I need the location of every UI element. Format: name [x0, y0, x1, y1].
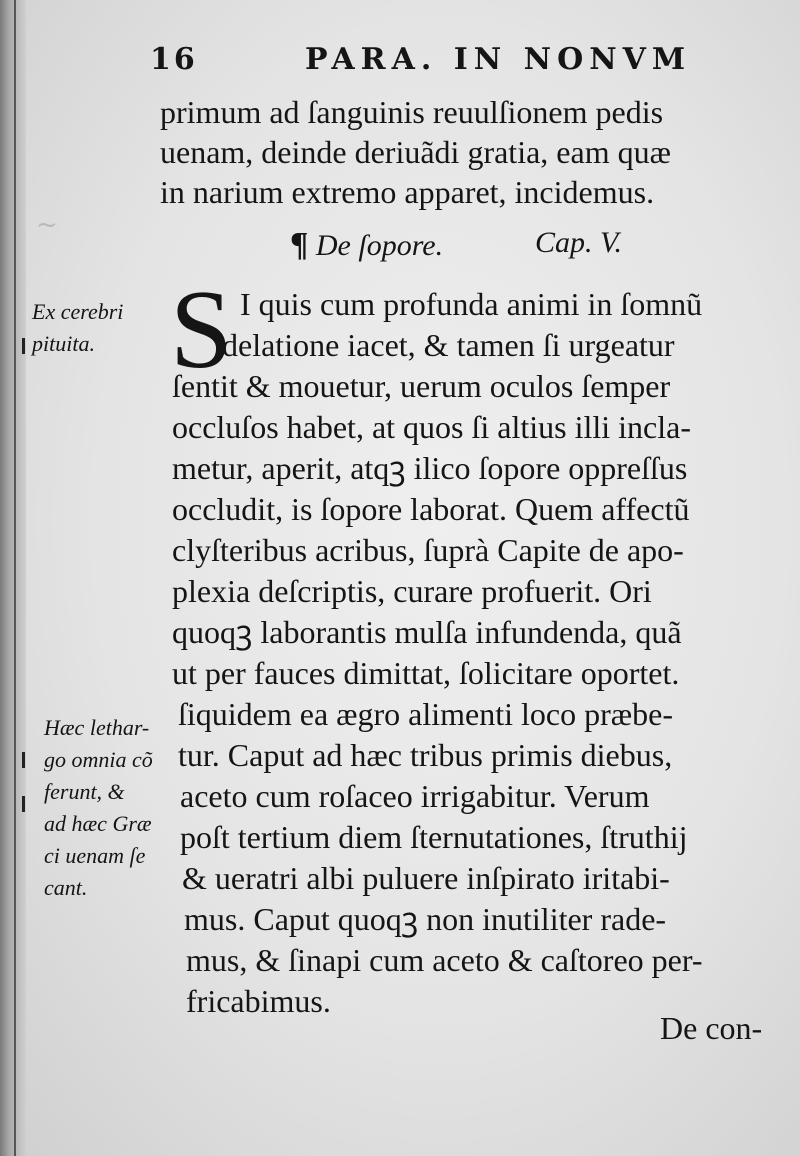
- margin-note-line: Ex cerebri: [32, 299, 124, 324]
- text-line: I quis cum profunda animi in ſomnũ: [240, 286, 703, 322]
- text-line: ſiquidem ea ægro alimenti loco præbe-: [178, 696, 673, 732]
- margin-tick: [22, 752, 25, 768]
- show-through-smudge: ~: [36, 210, 58, 240]
- text-line: quoqꝫ laborantis mulſa infundenda, quã: [172, 614, 682, 650]
- text-line: mus, & ſinapi cum aceto & caſtoreo per-: [186, 942, 703, 978]
- margin-note-lethargo: [44, 712, 153, 904]
- chapter-heading: [290, 226, 443, 264]
- running-header: [150, 42, 770, 82]
- text-line: occluſos habet, at quos ſi altius illi incla-: [172, 409, 691, 445]
- text-line: plexia deſcriptis, curare profuerit. Ori: [172, 573, 652, 609]
- text-line: metur, aperit, atqꝫ ilico ſopore oppreſſus: [172, 450, 688, 486]
- margin-note-line: Hæc lethar-: [44, 715, 150, 740]
- running-title: PARA. IN NONVM: [305, 42, 692, 77]
- text-line: primum ad ſanguinis reuulſionem pedis: [160, 94, 664, 130]
- chapter-title: De ſopore.: [315, 229, 444, 262]
- margin-tick: [22, 796, 25, 812]
- text-line: mus. Caput quoqꝫ non inutiliter rade-: [184, 901, 667, 937]
- drop-capital: S: [170, 268, 233, 392]
- margin-note-line: ad hæc Græ: [44, 811, 152, 836]
- text-line: in narium extremo apparet, incidemus.: [160, 174, 655, 210]
- margin-note-line: go omnia cõ: [44, 747, 153, 772]
- text-line: occludit, is ſopore laborat. Quem affectũ: [172, 491, 690, 527]
- text-line: tur. Caput ad hæc tribus primis diebus,: [178, 737, 673, 773]
- text-line: ut per fauces dimittat, ſolicitare oportet.: [172, 655, 680, 691]
- binding-gutter: [0, 0, 26, 1156]
- text-line: uenam, deinde deriuãdi gratia, eam quæ: [160, 134, 671, 170]
- text-line: clyſteribus acribus, ſuprà Capite de apo-: [172, 532, 684, 568]
- margin-note-line: ferunt, &: [44, 779, 125, 804]
- text-line: fricabimus.: [186, 983, 331, 1019]
- margin-note-line: pituita.: [32, 331, 95, 356]
- text-line: delatione iacet, & tamen ſi urgeatur: [222, 327, 675, 363]
- margin-note-line: ci uenam ſe: [44, 843, 146, 868]
- margin-note-cerebri: [32, 296, 123, 360]
- chapter-cap: Cap. V.: [535, 226, 622, 259]
- catchword: De con-: [660, 1010, 763, 1046]
- pilcrow-mark: ¶: [290, 226, 309, 263]
- text-line: poſt tertium diem ſternutationes, ſtruthij: [180, 819, 688, 855]
- margin-note-line: cant.: [44, 875, 88, 900]
- binding-edge: [14, 0, 16, 1156]
- page-number: 16: [150, 42, 198, 77]
- text-line: & ueratri albi puluere inſpirato iritabi-: [182, 860, 670, 896]
- text-line: ſentit & mouetur, uerum oculos ſemper: [172, 368, 671, 404]
- text-line: aceto cum roſaceo irrigabitur. Verum: [180, 778, 650, 814]
- chapter-number: [535, 226, 622, 260]
- margin-tick: [22, 338, 25, 354]
